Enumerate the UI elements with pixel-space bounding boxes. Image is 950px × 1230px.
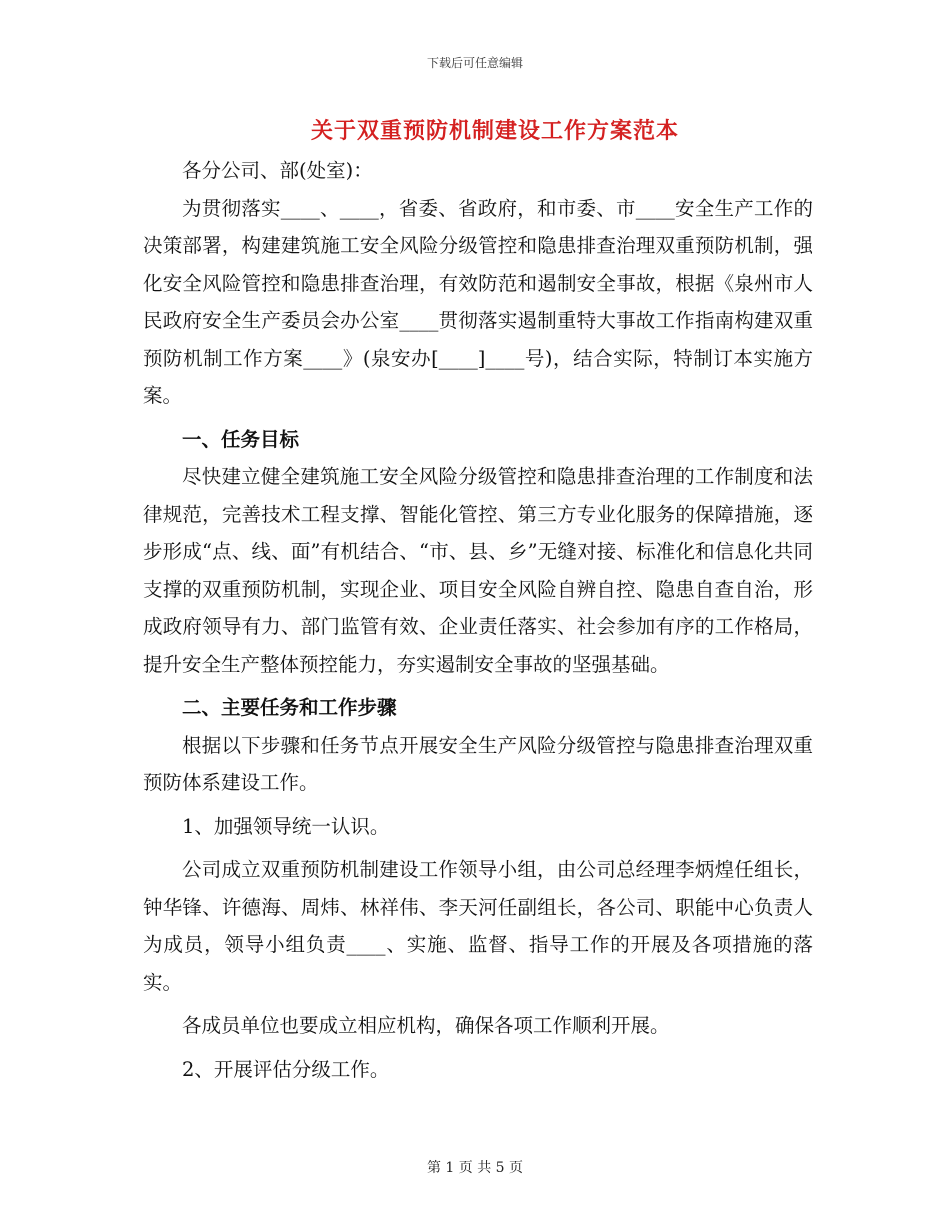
step-1-heading: 1、加强领导统一认识。 — [182, 814, 390, 838]
section-1-heading: 一、任务目标 — [182, 427, 300, 451]
step-1-body: 公司成立双重预防机制建设工作领导小组，由公司总经理李炳煌任组长，钟华锋、许德海、周炜、林祥伟、李天河任副组长，各公司、职能中心负责人为成员，领导小组负责____、实施、监督、指导工作的开展及各项措施的落实。 — [143, 858, 813, 994]
intro-paragraph: 为贯彻落实____、____，省委、省政府，和市委、市____安全生产工作的决策部署，构建建筑施工安全风险分级管控和隐患排查治理双重预防机制，强化安全风险管控和隐患排查治理，有效防范和遏制安全事故，根据《泉州市人民政府安全生产委员会办公室____贯彻落实遏制重特大事故工作指南构建双重预防机制工作方案____》(泉安办[____]____号)，结合实际，特制订本实施方案。 — [143, 196, 813, 407]
step-1-body-2: 各成员单位也要成立相应机构，确保各项工作顺利开展。 — [182, 1014, 670, 1037]
page-footer: 第 1 页 共 5 页 — [426, 1160, 524, 1176]
document-body — [143, 152, 813, 1088]
header-note: 下载后可任意编辑 — [426, 56, 523, 70]
document-title: 关于双重预防机制建设工作方案范本 — [310, 118, 679, 144]
section-2-body: 根据以下步骤和任务节点开展安全生产风险分级管控与隐患排查治理双重预防体系建设工作。 — [143, 733, 813, 794]
step-2-heading: 2、开展评估分级工作。 — [182, 1057, 390, 1081]
section-1-body: 尽快建立健全建筑施工安全风险分级管控和隐患排查治理的工作制度和法律规范，完善技术工程支撑、智能化管控、第三方专业化服务的保障措施，逐步形成“点、线、面”有机结合、“市、县、乡”无缝对接、标准化和信息化共同支撑的双重预防机制，实现企业、项目安全风险自辨自控、隐患自查自治，形成政府领导有力、部门监管有效、企业责任落实、社会参加有序的工作格局，提升安全生产整体预控能力，夯实遏制安全事故的坚强基础。 — [143, 465, 813, 676]
salutation: 各分公司、部(处室)： — [182, 159, 373, 182]
section-2-heading: 二、主要任务和工作步骤 — [182, 696, 397, 719]
